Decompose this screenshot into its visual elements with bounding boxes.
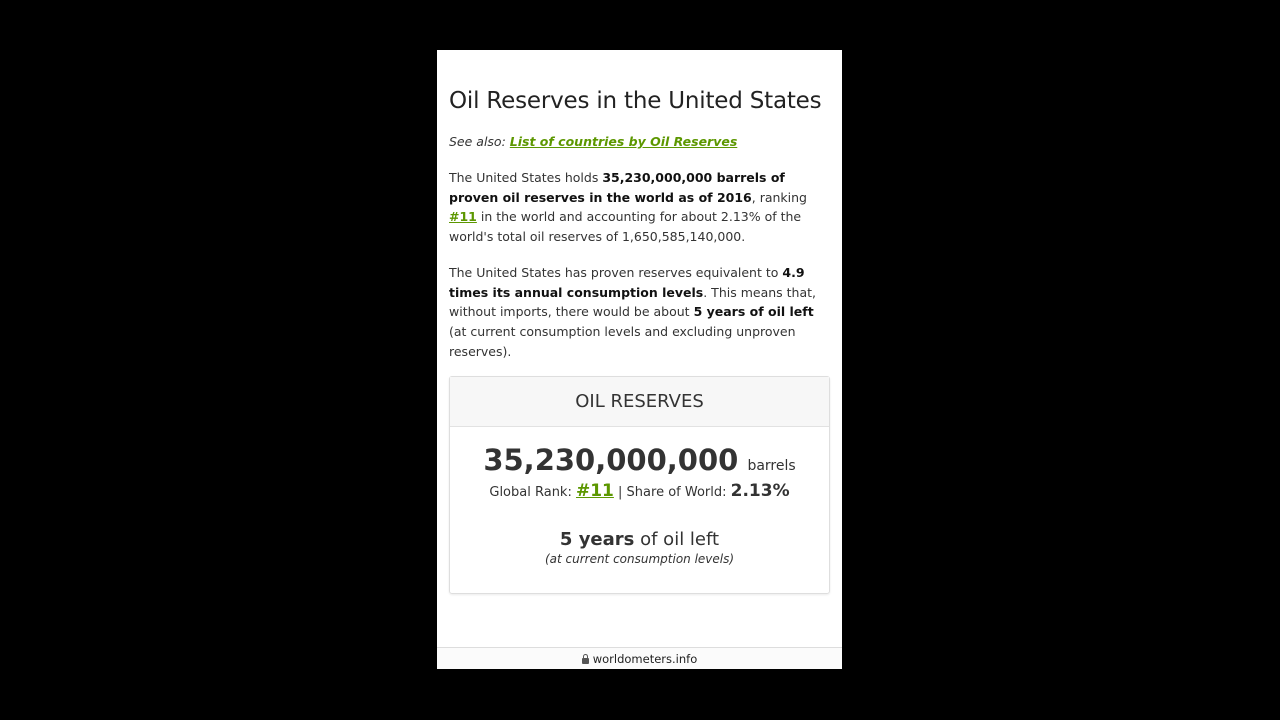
share-label: Share of World: (626, 485, 731, 500)
card-header: OIL RESERVES (450, 377, 829, 427)
rank-link[interactable]: #11 (449, 209, 477, 225)
url-text: worldometers.info (592, 652, 698, 666)
years-bold: 5 years (559, 529, 635, 550)
reserves-amount: 35,230,000,000 (483, 443, 739, 477)
p2-bold-2: 5 years of oil left (693, 304, 814, 320)
intro-paragraph (449, 168, 830, 247)
p1-bold-1: 35,230,000,000 barrels of proven oil reserves in the world as of 2016 (449, 170, 785, 205)
years-rest: of oil left (634, 529, 720, 550)
consumption-paragraph (449, 263, 830, 362)
p1-text-3: in the world and accounting for about 2.13% of the world's total oil reserves of 1,650,585,140,000. (449, 209, 802, 245)
separator: | (613, 485, 627, 500)
p1-text-2: , ranking (751, 189, 807, 205)
p2-text-3: (at current consumption levels and excluding unproven reserves). (449, 324, 796, 359)
lock-icon (582, 658, 589, 664)
card-rank-link[interactable]: #11 (575, 481, 614, 501)
see-also-label: See also: (449, 134, 510, 149)
p2-text-1: The United States has proven reserves equivalent to (449, 265, 783, 280)
p2-text-2: . This means that, without imports, there would be about (449, 284, 816, 320)
see-also-link[interactable]: List of countries by Oil Reserves (509, 134, 738, 149)
rank-label: Global Rank: (489, 485, 576, 500)
rank-share-row (450, 481, 829, 501)
see-also (449, 134, 737, 149)
years-note: (at current consumption levels) (544, 552, 735, 566)
years-left (450, 529, 829, 550)
amount-row (450, 443, 829, 477)
p2-bold-1: 4.9 times its annual consumption levels (449, 265, 805, 300)
oil-reserves-card (449, 376, 830, 594)
browser-url-bar[interactable] (437, 647, 842, 669)
phone-screen (437, 50, 842, 669)
reserves-unit: barrels (747, 458, 796, 474)
share-value: 2.13% (730, 481, 790, 501)
p1-text-1: The United States holds (449, 170, 603, 185)
page-title: Oil Reserves in the United States (449, 88, 822, 114)
